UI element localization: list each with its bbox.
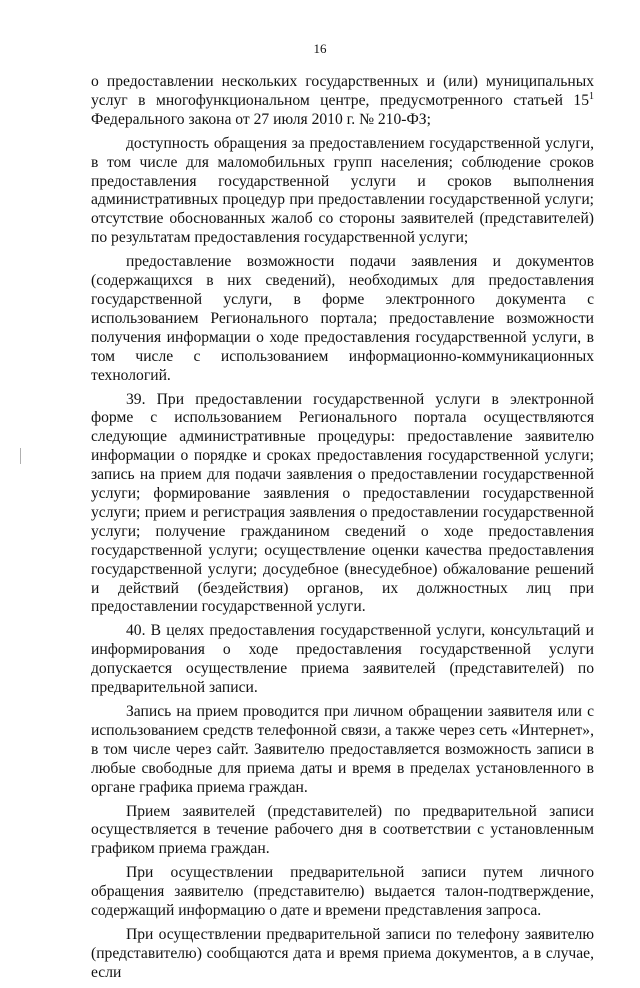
paragraph-phone: При осуществлении предварительной записи по телефону заявителю (представителю) сообщаются дата и время приема документов, а в случае, если xyxy=(91,925,594,981)
margin-mark xyxy=(20,448,21,464)
paragraph-39: 39. При предоставлении государственной услуги в электронной форме с использованием Регионального портала осуществляются следующие административные процедуры: предоставление заявителю информации о порядке и сроках предоставления государственной услуги; запись на прием для подачи заявления о предоставлении государственной услуги; формирование заявления о предоставлении государственной услуги; прием и регистрация заявления о предоставлении государственной услуги; получение гражданином сведений о ходе предоставления государственной услуги; осуществление оценки качества предоставления государственной услуги; досудебное (внесудебное) обжалование решений и действий (бездействия) органов, их должностных лиц при предоставлении государственной услуги. xyxy=(91,390,594,616)
paragraph-1 xyxy=(91,73,594,130)
paragraph-2: доступность обращения за предоставлением государственной услуги, в том числе для маломобильных групп населения; соблюдение сроков предоставления государственной услуги и сроков выполнения административных процедур при предоставлении государственной услуги; отсутствие обоснованных жалоб со стороны заявителей (представителей) по результатам предоставления государственной услуги; xyxy=(91,134,594,247)
page-number: 16 xyxy=(313,41,327,56)
paragraph-ticket: При осуществлении предварительной записи путем личного обращения заявителю (представителю) выдается талон-подтверждение, содержащий информацию о дате и времени представления запроса. xyxy=(91,864,594,920)
paragraph-40: 40. В целях предоставления государственной услуги, консультаций и информирования о ходе предоставления государственной услуги допускается осуществление приема заявителей (представителей) по предварительной записи. xyxy=(91,622,594,697)
paragraph-reception: Прием заявителей (представителей) по предварительной записи осуществляется в течение рабочего дня в соответствии с установленным графиком приема граждан. xyxy=(91,802,594,858)
paragraph-1-text-before-sup: о предоставлении нескольких государственных и (или) муниципальных услуг в многофункциональном центре, предусмотренного статьей 15 xyxy=(91,73,594,109)
document-body xyxy=(91,73,594,988)
paragraph-3: предоставление возможности подачи заявления и документов (содержащихся в них сведений), необходимых для предоставления государственной услуги, в форме электронного документа с использованием Регионального портала; предоставление возможности получения информации о ходе предоставления государственной услуги, в том числе с использованием информационно-коммуникационных технологий. xyxy=(91,253,594,384)
paragraph-appointment: Запись на прием проводится при личном обращении заявителя или с использованием средств телефонной связи, а также через сеть «Интернет», в том числе через сайт. Заявителю предоставляется возможность записи в любые свободные для приема даты и время в пределах установленного в органе графика приема граждан. xyxy=(91,703,594,796)
footnote-sup: 1 xyxy=(589,90,594,102)
paragraph-1-text-after-sup: Федерального закона от 27 июля 2010 г. № 210-ФЗ; xyxy=(91,110,431,128)
